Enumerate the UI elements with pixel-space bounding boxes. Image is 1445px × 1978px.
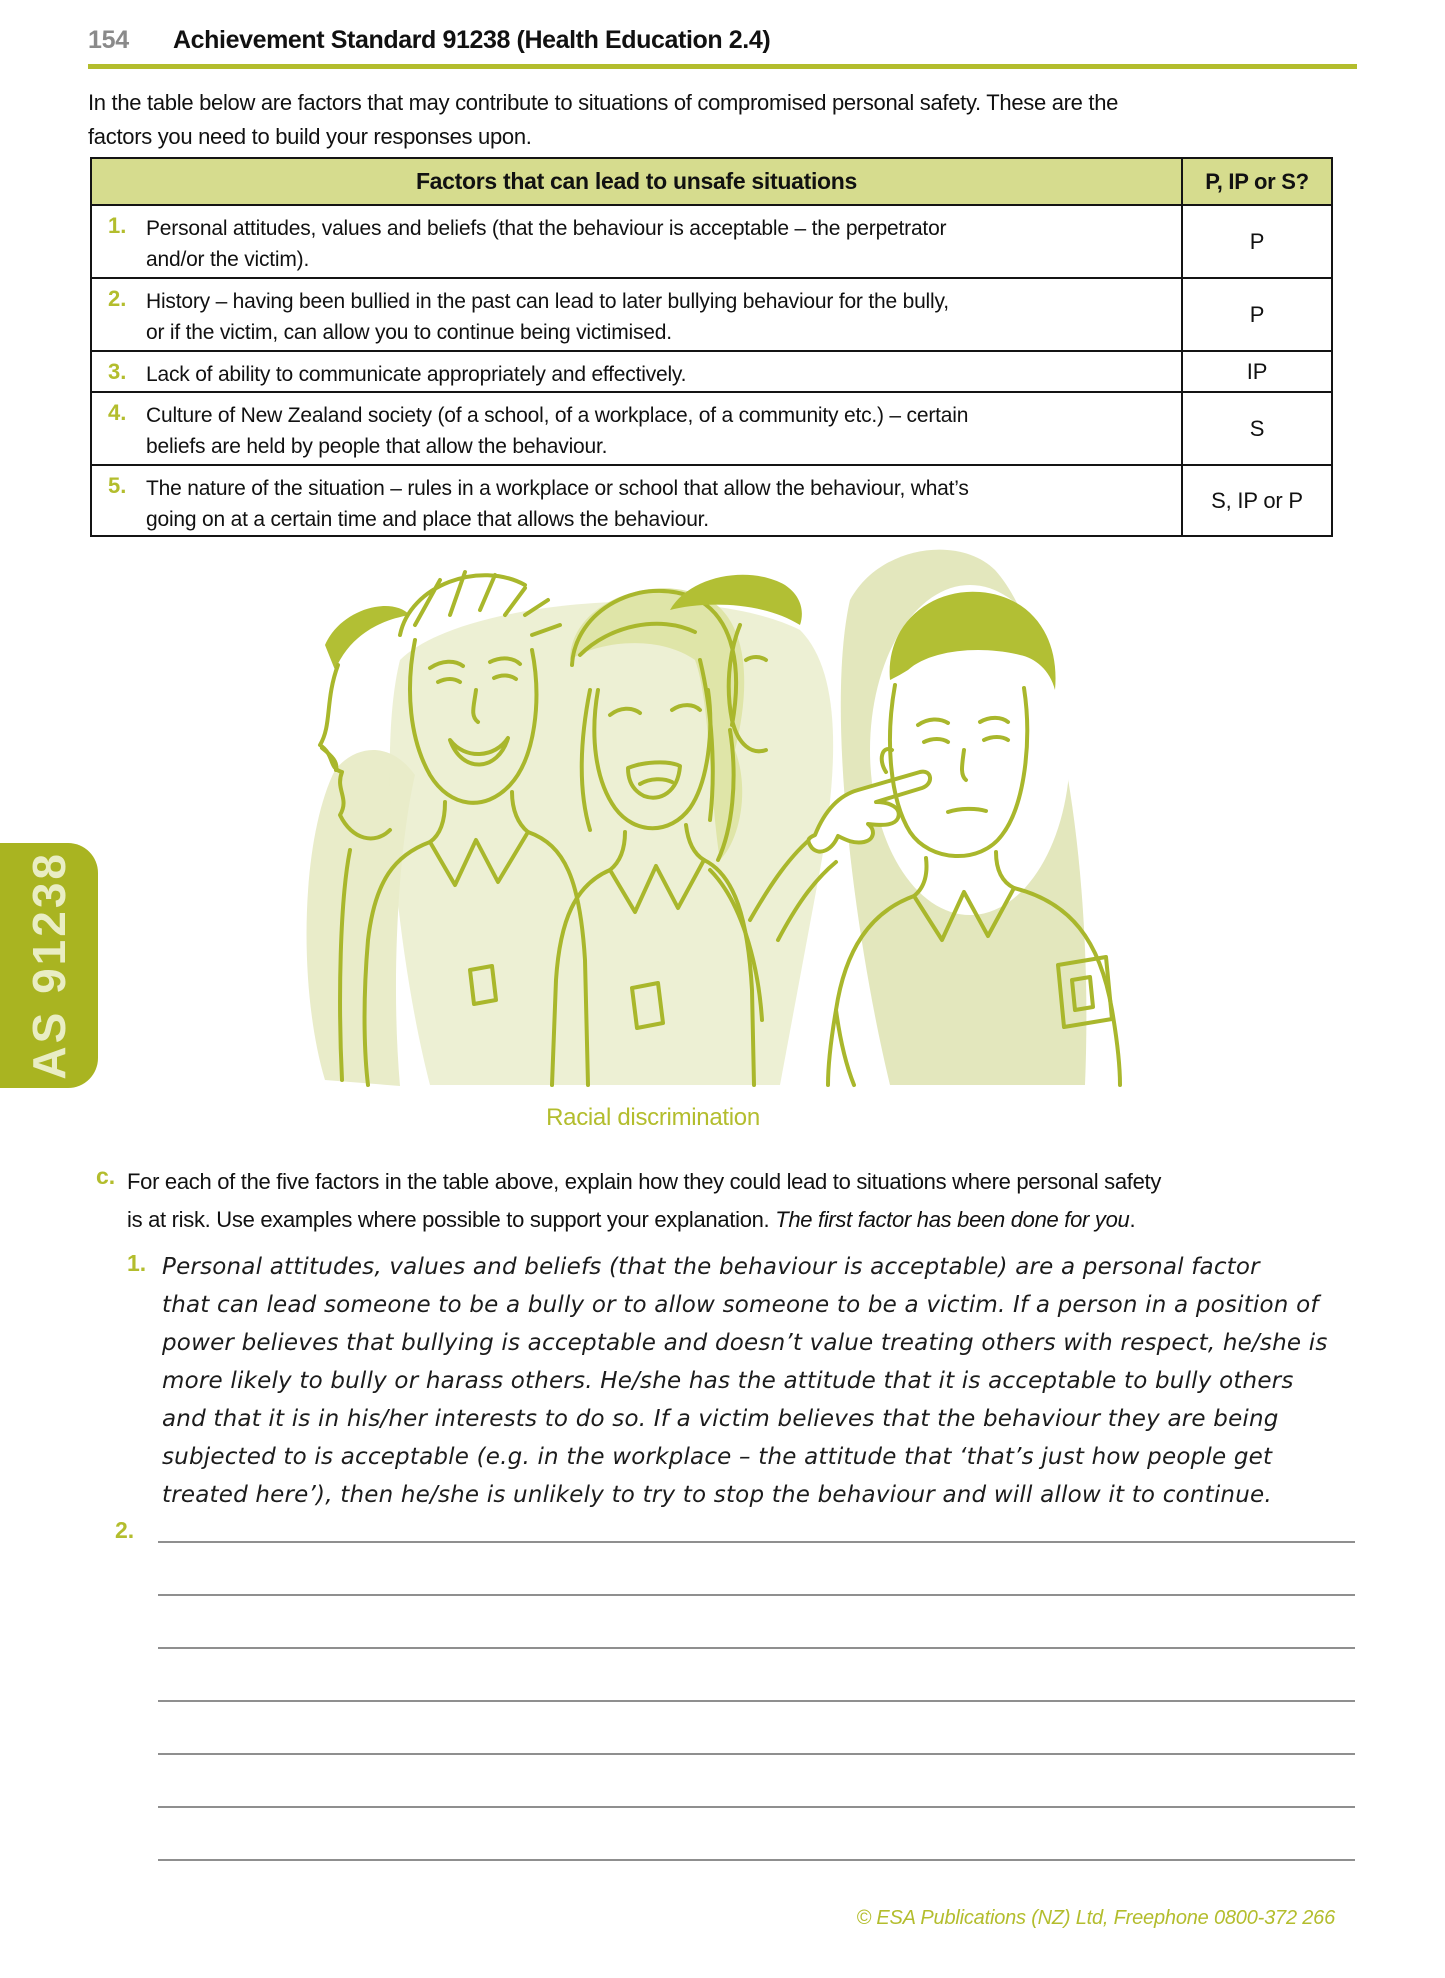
- table-row: [92, 204, 1331, 277]
- answer-1-line: more likely to bully or harass others. He/she has the attitude that it is acceptable to bully others: [162, 1368, 1294, 1394]
- wash-center: [390, 602, 833, 1085]
- header-divider: [88, 64, 1357, 69]
- row-text: [144, 352, 1181, 391]
- answer-1-line: and that it is in his/her interests to do so. If a victim believes that the behaviour they are being: [162, 1406, 1279, 1432]
- illustration-svg: [280, 540, 1160, 1088]
- answer-1-line: power believes that bullying is acceptable and doesn’t value treating others with respect, he/she is: [162, 1330, 1328, 1356]
- standard-side-tab: [0, 843, 98, 1088]
- table-header-row: [92, 159, 1331, 204]
- row-text-line: Personal attitudes, values and beliefs (that the behaviour is acceptable – the perpetrator: [146, 217, 947, 240]
- answer-2-writing-area[interactable]: [158, 1490, 1355, 1861]
- answer-2-blank-line[interactable]: [158, 1702, 1355, 1755]
- row-text: [144, 279, 1181, 350]
- factors-table: [90, 157, 1333, 537]
- intro-line: factors you need to build your responses upon.: [88, 124, 532, 149]
- intro-line: In the table below are factors that may contribute to situations of compromised personal safety. These are the: [88, 90, 1119, 115]
- table-header-key: P, IP or S?: [1181, 159, 1331, 204]
- answer-1-handwritten-text: [162, 1248, 1328, 1514]
- row-value: IP: [1181, 352, 1331, 391]
- row-text: [144, 393, 1181, 464]
- intro-paragraph: [88, 86, 1118, 154]
- page-number: 154: [88, 26, 129, 54]
- standard-side-tab-label: AS 91238: [23, 851, 75, 1080]
- row-number: 5.: [108, 473, 127, 498]
- row-text-line: and/or the victim).: [146, 248, 310, 271]
- row-number: 2.: [108, 286, 127, 311]
- row-value: S, IP or P: [1181, 466, 1331, 535]
- row-value: S: [1181, 393, 1331, 464]
- answer-2-blank-line[interactable]: [158, 1649, 1355, 1702]
- publisher-credit: © ESA Publications (NZ) Ltd, Freephone 0800-372 266: [856, 1907, 1335, 1929]
- row-text: [144, 466, 1181, 535]
- row-text-line: or if the victim, can allow you to continue being victimised.: [146, 321, 672, 344]
- question-c-italic: The first factor has been done for you: [775, 1207, 1130, 1232]
- answer-1-line: Personal attitudes, values and beliefs (that the behaviour is acceptable) are a personal factor: [162, 1254, 1260, 1280]
- row-number: 1.: [108, 213, 127, 238]
- row-text-line: The nature of the situation – rules in a workplace or school that allow the behaviour, what’s: [146, 477, 969, 500]
- answer-2-blank-line[interactable]: [158, 1596, 1355, 1649]
- answer-2-number: 2.: [115, 1517, 135, 1543]
- row-text-line: going on at a certain time and place that allows the behaviour.: [146, 508, 709, 531]
- answer-2-blank-line[interactable]: [158, 1543, 1355, 1596]
- row-value: P: [1181, 279, 1331, 350]
- answer-2-blank-line[interactable]: [158, 1490, 1355, 1543]
- row-text-line: Culture of New Zealand society (of a school, of a workplace, of a community etc.) – certain: [146, 404, 969, 427]
- table-header-factors: Factors that can lead to unsafe situations: [415, 168, 858, 194]
- answer-1-number: 1.: [127, 1250, 147, 1276]
- table-row: [92, 277, 1331, 350]
- row-text-line: beliefs are held by people that allow the behaviour.: [146, 435, 608, 458]
- sad-boy-arm: [836, 1010, 854, 1085]
- table-row: [92, 391, 1331, 464]
- table-row: [92, 464, 1331, 535]
- answer-1-line: treated here’), then he/she is unlikely to try to stop the behaviour and will allow it to continue.: [162, 1482, 1272, 1508]
- row-text: [144, 206, 1181, 277]
- answer-2-blank-line[interactable]: [158, 1808, 1355, 1861]
- illustration-caption: Racial discrimination: [546, 1104, 760, 1131]
- row-text-line: History – having been bullied in the past can lead to later bullying behaviour for the bully,: [146, 290, 949, 313]
- answer-2-blank-line[interactable]: [158, 1755, 1355, 1808]
- table-row: [92, 350, 1331, 391]
- page-title: Achievement Standard 91238 (Health Education 2.4): [173, 26, 771, 54]
- row-number: 3.: [108, 359, 127, 384]
- question-c-label: c.: [96, 1163, 116, 1189]
- question-c-line: For each of the five factors in the table above, explain how they could lead to situations where personal safety: [127, 1169, 1162, 1194]
- row-text-line: Lack of ability to communicate appropriately and effectively.: [146, 363, 687, 386]
- figure-left-hair: [325, 606, 410, 670]
- question-c-text: [127, 1163, 1161, 1239]
- illustration-racial-discrimination: [280, 540, 1160, 1088]
- answer-1-line: that can lead someone to be a bully or to allow someone to be a victim. If a person in a position of: [162, 1292, 1319, 1318]
- row-number: 4.: [108, 400, 127, 425]
- answer-1-line: subjected to is acceptable (e.g. in the workplace – the attitude that ‘that’s just how people get: [162, 1444, 1273, 1470]
- question-c-line: is at risk. Use examples where possible to support your explanation. The first factor has been done for you.: [127, 1207, 1136, 1232]
- row-value: P: [1181, 206, 1331, 277]
